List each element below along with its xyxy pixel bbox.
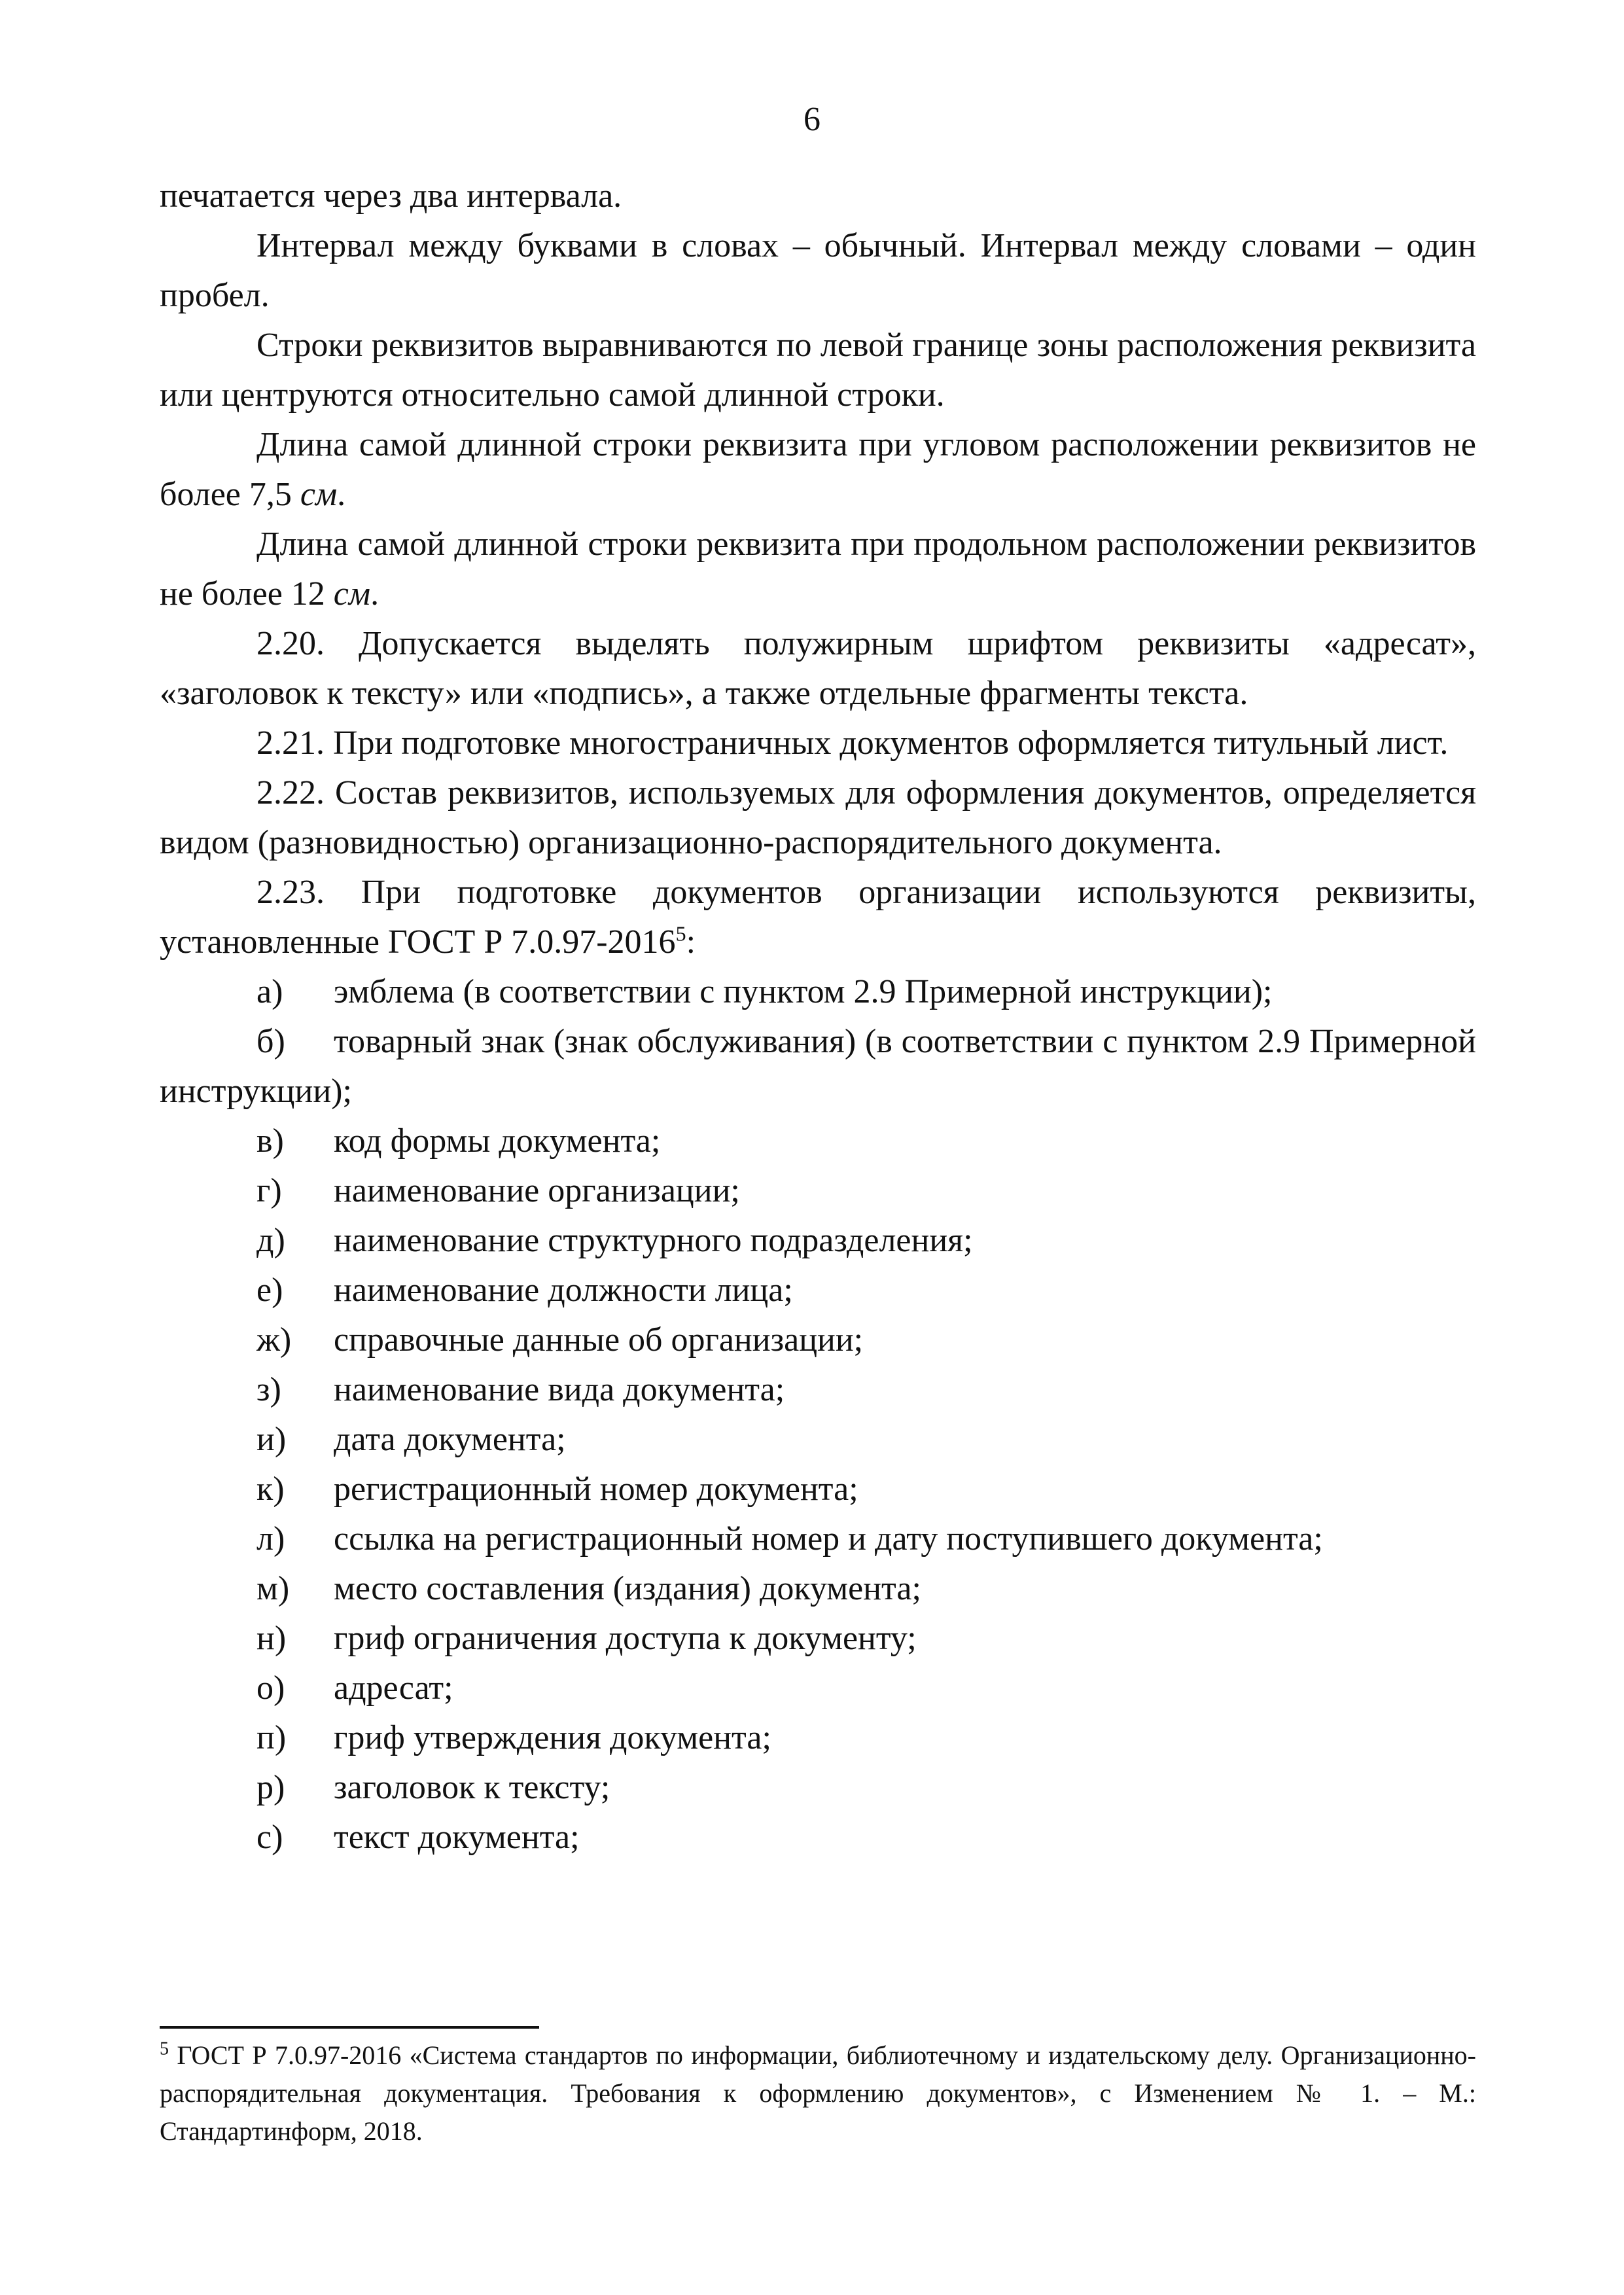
footnote-reference[interactable]: 5: [675, 921, 686, 946]
paragraph-continuation: печатается через два интервала.: [160, 177, 622, 215]
list-marker: н): [256, 1620, 287, 1657]
list-item-text: справочные данные об организации;: [334, 1321, 864, 1359]
list-item-text: заголовок к тексту;: [334, 1769, 610, 1806]
list-item-text: наименование организации;: [334, 1172, 740, 1209]
list-marker: г): [256, 1172, 282, 1209]
paragraph-requisite-alignment: Строки реквизитов выравниваются по левой границе зоны расположения реквизита или центруются относительно самой длинной строки.: [160, 327, 1476, 414]
footnote-text: ГОСТ Р 7.0.97-2016 «Система стандартов по информации, библиотечному и издательскому делу. Организационно-распорядительная документация. Требования к оформлению документов», с Изменением № 1. – М.: Стандартинформ, 2018.: [160, 2040, 1476, 2146]
list-item-text: регистрационный номер документа;: [334, 1470, 858, 1508]
list-marker: в): [256, 1122, 284, 1160]
list-marker: с): [256, 1819, 283, 1856]
list-item-text: адресат;: [334, 1669, 453, 1707]
list-marker: а): [256, 973, 283, 1010]
paragraph-2-23-text: 2.23. При подготовке документов организации используются реквизиты, установленные ГОСТ Р 7.0.97-2016: [160, 874, 1476, 961]
list-item: [160, 1713, 1476, 1763]
list-marker: ж): [256, 1321, 292, 1359]
list-item: [160, 1116, 1476, 1166]
unit-cm: см: [300, 476, 338, 513]
list-marker: п): [256, 1719, 287, 1756]
document-body: [160, 171, 1476, 1862]
list-item: [160, 1564, 1476, 1614]
paragraph-2-23-colon: :: [686, 923, 696, 961]
paragraph-2-23: [160, 868, 1476, 967]
list-item: [160, 1216, 1476, 1266]
list-marker: и): [256, 1421, 287, 1458]
list-item: [160, 1315, 1476, 1365]
requisites-list: [160, 967, 1476, 1862]
longitudinal-length-end: .: [370, 575, 380, 613]
list-item: [160, 1017, 1476, 1116]
list-item-text: наименование вида документа;: [334, 1371, 785, 1408]
unit-cm: см: [333, 575, 371, 613]
list-item: [160, 1166, 1476, 1216]
list-item-text: наименование структурного подразделения;: [334, 1222, 973, 1259]
list-marker: з): [256, 1371, 281, 1408]
list-marker: к): [256, 1470, 285, 1508]
list-item: [160, 967, 1476, 1017]
list-item: [160, 1365, 1476, 1415]
footnote-separator: [160, 2026, 539, 2029]
list-item: [160, 1663, 1476, 1713]
list-marker: м): [256, 1570, 290, 1607]
list-marker: д): [256, 1222, 285, 1259]
list-item-text: эмблема (в соответствии с пунктом 2.9 Примерной инструкции);: [334, 973, 1273, 1010]
list-item-text: наименование должности лица;: [334, 1272, 793, 1309]
list-item: [160, 1514, 1476, 1564]
corner-length-text: Длина самой длинной строки реквизита при угловом расположении реквизитов не более 7,5: [160, 426, 1476, 513]
list-marker: б): [256, 1023, 285, 1060]
paragraph-2-20: 2.20. Допускается выделять полужирным шрифтом реквизиты «адресат», «заголовок к тексту» или «подпись», а также отдельные фрагменты текста.: [160, 625, 1476, 712]
paragraph-2-21: 2.21. При подготовке многостраничных документов оформляется титульный лист.: [256, 724, 1449, 762]
list-item: [160, 1763, 1476, 1813]
corner-length-end: .: [337, 476, 346, 513]
list-item-text: гриф ограничения доступа к документу;: [334, 1620, 917, 1657]
list-item: [160, 1465, 1476, 1514]
paragraph-letter-spacing: Интервал между буквами в словах – обычный. Интервал между словами – один пробел.: [160, 227, 1476, 314]
list-marker: о): [256, 1669, 285, 1707]
list-marker: р): [256, 1769, 285, 1806]
page-number: 6: [803, 101, 821, 138]
list-item-text: текст документа;: [334, 1819, 580, 1856]
list-item-text: код формы документа;: [334, 1122, 661, 1160]
list-item-text: гриф утверждения документа;: [334, 1719, 771, 1756]
list-item-text: место составления (издания) документа;: [334, 1570, 921, 1607]
list-item-text: ссылка на регистрационный номер и дату поступившего документа;: [334, 1520, 1323, 1557]
list-item: [160, 1813, 1476, 1862]
footnote-number: 5: [160, 2038, 169, 2059]
longitudinal-length-text: Длина самой длинной строки реквизита при продольном расположении реквизитов не более 12: [160, 525, 1476, 613]
paragraph-longitudinal-length: [160, 520, 1476, 619]
list-item: [160, 1614, 1476, 1663]
footnote: [160, 2037, 1476, 2150]
list-item: [160, 1266, 1476, 1315]
list-item: [160, 1415, 1476, 1465]
list-marker: л): [256, 1520, 285, 1557]
paragraph-2-22: 2.22. Состав реквизитов, используемых для оформления документов, определяется видом (разновидностью) организационно-распорядительного документа.: [160, 774, 1476, 861]
paragraph-corner-length: [160, 420, 1476, 520]
list-item-text: товарный знак (знак обслуживания) (в соответствии с пунктом 2.9 Примерной инструкции);: [160, 1023, 1476, 1110]
list-item-text: дата документа;: [334, 1421, 566, 1458]
list-marker: е): [256, 1272, 283, 1309]
